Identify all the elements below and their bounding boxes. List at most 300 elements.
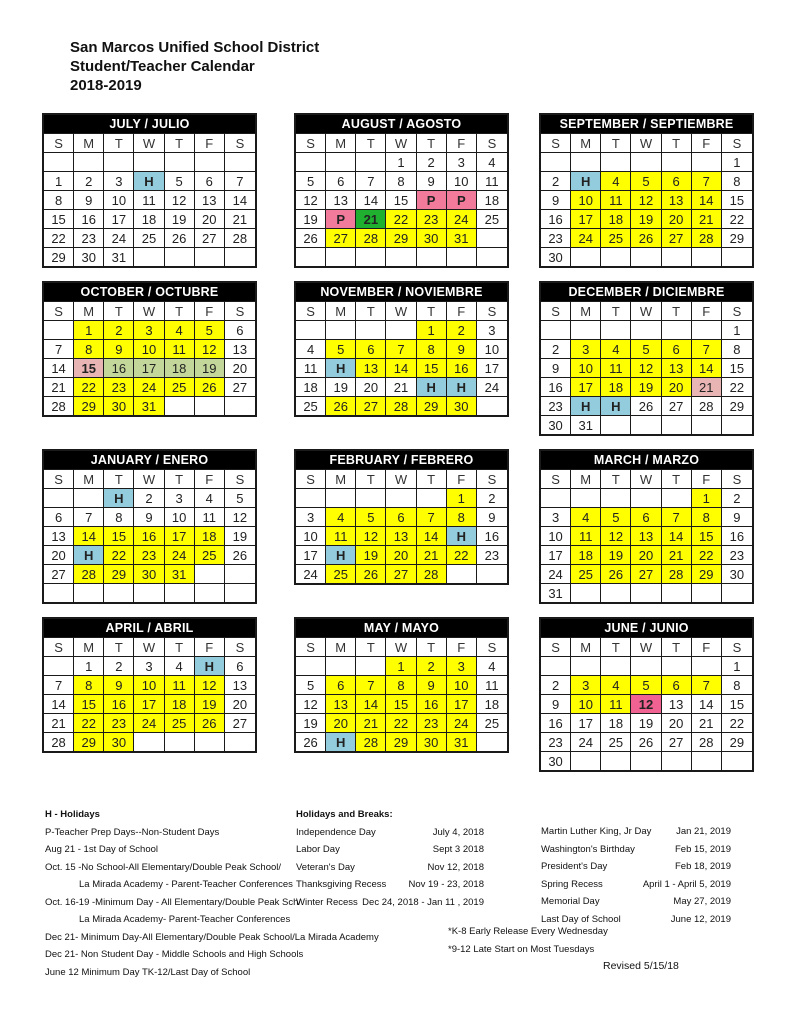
legend-key-title: H - Holidays [45,809,100,820]
month-title: DECEMBER / DICIEMBRE [541,283,752,301]
day-cell: 5 [165,171,195,190]
empty-cell [722,583,752,602]
empty-cell [477,564,507,583]
day-cell: 22 [447,545,477,564]
holiday-date: June 12, 2019 [670,913,731,925]
month-grid [296,301,507,415]
holiday-date: May 27, 2019 [673,896,731,907]
weekday-header: T [104,301,134,320]
empty-cell [601,415,631,434]
day-cell: 9 [74,190,104,209]
empty-cell [296,320,326,339]
day-cell: 30 [541,415,571,434]
day-cell: 6 [225,656,255,675]
day-cell: 19 [601,545,631,564]
day-cell: 25 [195,545,225,564]
day-cell: 25 [571,564,601,583]
holiday-name: Last Day of School [541,913,621,925]
day-cell: 10 [477,339,507,358]
day-cell: 10 [296,526,326,545]
day-cell: 17 [296,545,326,564]
day-cell: 10 [541,526,571,545]
day-cell: 7 [356,675,386,694]
empty-cell [601,751,631,770]
empty-cell [662,583,692,602]
month-grid [296,637,507,751]
day-cell: 16 [104,694,134,713]
empty-cell [662,656,692,675]
day-cell: 5 [631,171,661,190]
day-cell: H [417,377,447,396]
day-cell: 26 [165,228,195,247]
holiday-row [541,893,731,911]
empty-cell [417,488,447,507]
weekday-header: F [447,469,477,488]
day-cell: 6 [225,320,255,339]
empty-cell [601,320,631,339]
month-grid [296,469,507,583]
day-cell: 11 [571,526,601,545]
day-cell: 1 [44,171,74,190]
day-cell: 4 [601,339,631,358]
day-cell: 3 [165,488,195,507]
empty-cell [692,152,722,171]
day-cell: 25 [601,732,631,751]
day-cell: 1 [722,152,752,171]
day-cell: 21 [44,377,74,396]
day-cell: 13 [44,526,74,545]
empty-cell [477,732,507,751]
day-cell: 19 [225,526,255,545]
day-cell: 18 [134,209,164,228]
empty-cell [386,320,416,339]
day-cell: 18 [296,377,326,396]
weekday-header: S [44,637,74,656]
weekday-header: T [417,637,447,656]
day-cell: 22 [44,228,74,247]
month-title: APRIL / ABRIL [44,619,255,637]
day-cell: 12 [165,190,195,209]
day-cell: 21 [356,713,386,732]
day-cell: 20 [225,694,255,713]
empty-cell [662,152,692,171]
holiday-name: Veteran's Day [296,861,355,873]
day-cell: 8 [74,339,104,358]
empty-cell [692,415,722,434]
day-cell: 12 [356,526,386,545]
day-cell: 21 [692,209,722,228]
day-cell: 25 [296,396,326,415]
month-calendar [539,281,754,436]
empty-cell [571,247,601,266]
day-cell: 11 [477,171,507,190]
weekday-header: S [477,133,507,152]
day-cell: 11 [601,694,631,713]
day-cell: 17 [447,694,477,713]
month-grid [44,469,255,602]
day-cell: 23 [417,713,447,732]
month-title: SEPTEMBER / SEPTIEMBRE [541,115,752,133]
empty-cell [74,152,104,171]
day-cell: H [447,526,477,545]
day-cell: 7 [356,171,386,190]
empty-cell [74,488,104,507]
weekday-header: W [631,637,661,656]
day-cell: 14 [662,526,692,545]
empty-cell [601,247,631,266]
day-cell: 20 [662,377,692,396]
day-cell: 29 [692,564,722,583]
day-cell: 29 [74,732,104,751]
weekday-header: W [631,301,661,320]
day-cell: 6 [662,171,692,190]
day-cell: 27 [662,396,692,415]
month-calendar [539,449,754,604]
empty-cell [44,320,74,339]
day-cell: 7 [692,675,722,694]
empty-cell [296,656,326,675]
holiday-date: Sept 3 2018 [432,844,484,855]
weekday-header: S [541,301,571,320]
holiday-row [541,858,731,876]
weekday-header: W [134,133,164,152]
day-cell: 27 [662,228,692,247]
day-cell: 26 [195,377,225,396]
day-cell: 6 [44,507,74,526]
day-cell: 23 [417,209,447,228]
day-cell: 17 [134,694,164,713]
day-cell: 28 [356,228,386,247]
month-grid [296,133,507,266]
day-cell: 18 [195,526,225,545]
day-cell: 28 [44,732,74,751]
day-cell: 14 [386,358,416,377]
empty-cell [692,247,722,266]
day-cell: 10 [571,358,601,377]
month-grid [44,637,255,751]
month-calendar [294,113,509,268]
empty-cell [417,247,447,266]
month-calendar [294,617,509,753]
day-cell: 14 [44,694,74,713]
weekday-header: T [356,301,386,320]
footnote: *9-12 Late Start on Most Tuesdays [448,943,595,955]
weekday-header: T [165,133,195,152]
day-cell: 13 [225,339,255,358]
legend-note: Oct. 15 -No School-All Elementary/Double Peak School/ [45,861,282,873]
day-cell: 22 [104,545,134,564]
school-year: 2018-2019 [70,77,142,94]
weekday-header: F [195,469,225,488]
weekday-header: F [195,637,225,656]
day-cell: 26 [326,396,356,415]
empty-cell [447,247,477,266]
weekday-header: S [296,301,326,320]
day-cell: 17 [477,358,507,377]
weekday-header: S [44,469,74,488]
day-cell: 23 [74,228,104,247]
day-cell: 25 [134,228,164,247]
weekday-header: T [601,133,631,152]
day-cell: 1 [74,656,104,675]
weekday-header: W [386,637,416,656]
day-cell: 5 [296,171,326,190]
empty-cell [571,583,601,602]
weekday-header: T [165,301,195,320]
weekday-header: M [74,301,104,320]
day-cell: 1 [447,488,477,507]
day-cell: 26 [631,732,661,751]
weekday-header: S [722,301,752,320]
weekday-header: S [225,469,255,488]
day-cell: 8 [386,171,416,190]
day-cell: 15 [417,358,447,377]
empty-cell [195,396,225,415]
month-title: MAY / MAYO [296,619,507,637]
day-cell: 28 [356,732,386,751]
month-grid [44,133,255,266]
empty-cell [44,583,74,602]
weekday-header: S [541,469,571,488]
day-cell: 31 [541,583,571,602]
day-cell: 4 [165,656,195,675]
day-cell: 17 [571,209,601,228]
empty-cell [601,656,631,675]
day-cell: 11 [165,675,195,694]
holidays-title: Holidays and Breaks: [296,809,393,820]
day-cell: H [601,396,631,415]
day-cell: 20 [662,713,692,732]
day-cell: 13 [386,526,416,545]
holiday-row [296,841,484,859]
empty-cell [326,656,356,675]
empty-cell [662,415,692,434]
day-cell: 12 [225,507,255,526]
day-cell: 21 [44,713,74,732]
day-cell: 29 [722,732,752,751]
empty-cell [601,152,631,171]
weekday-header: S [225,637,255,656]
weekday-header: M [74,133,104,152]
day-cell: 28 [692,396,722,415]
day-cell: 16 [541,209,571,228]
weekday-header: W [631,469,661,488]
holiday-row [541,841,731,859]
day-cell: 17 [134,358,164,377]
empty-cell [356,152,386,171]
day-cell: 30 [417,732,447,751]
day-cell: 23 [134,545,164,564]
day-cell: 21 [662,545,692,564]
day-cell: 5 [356,507,386,526]
holiday-date: Nov 19 - 23, 2018 [408,879,484,890]
weekday-header: S [541,133,571,152]
empty-cell [631,152,661,171]
day-cell: 9 [134,507,164,526]
day-cell: 7 [662,507,692,526]
day-cell: 29 [417,396,447,415]
legend-note: Aug 21 - 1st Day of School [45,844,159,855]
day-cell: 26 [356,564,386,583]
day-cell: 23 [104,377,134,396]
day-cell: 22 [74,713,104,732]
day-cell: 24 [134,713,164,732]
empty-cell [631,415,661,434]
day-cell: 14 [44,358,74,377]
holiday-name: Memorial Day [541,896,600,907]
day-cell: 8 [44,190,74,209]
weekday-header: W [386,469,416,488]
day-cell: 30 [541,751,571,770]
day-cell: 30 [74,247,104,266]
day-cell: 3 [477,320,507,339]
day-cell: 14 [692,190,722,209]
day-cell: 24 [541,564,571,583]
weekday-header: T [601,469,631,488]
day-cell: 12 [296,190,326,209]
month-title: JUNE / JUNIO [541,619,752,637]
day-cell: 26 [296,732,326,751]
day-cell: 17 [571,377,601,396]
day-cell: 20 [225,358,255,377]
day-cell: 2 [541,675,571,694]
day-cell: 3 [571,675,601,694]
day-cell: 21 [356,209,386,228]
weekday-header: F [692,469,722,488]
weekday-header: F [692,301,722,320]
day-cell: 1 [417,320,447,339]
empty-cell [326,247,356,266]
day-cell: 10 [134,675,164,694]
day-cell: 8 [722,675,752,694]
holiday-row [296,876,484,894]
empty-cell [326,488,356,507]
day-cell: 24 [571,732,601,751]
day-cell: 26 [631,396,661,415]
day-cell: 19 [165,209,195,228]
day-cell: 13 [356,358,386,377]
day-cell: 2 [541,171,571,190]
day-cell: 5 [296,675,326,694]
weekday-header: W [134,637,164,656]
day-cell: 14 [692,358,722,377]
weekday-header: W [386,133,416,152]
day-cell: 20 [44,545,74,564]
holiday-name: Martin Luther King, Jr Day [541,826,652,837]
empty-cell [631,320,661,339]
month-calendar [539,113,754,268]
day-cell: P [447,190,477,209]
empty-cell [134,152,164,171]
day-cell: 7 [386,339,416,358]
empty-cell [225,247,255,266]
day-cell: 17 [165,526,195,545]
empty-cell [165,583,195,602]
day-cell: 9 [417,675,447,694]
weekday-header: T [165,469,195,488]
day-cell: 31 [447,228,477,247]
day-cell: 3 [447,656,477,675]
day-cell: 9 [104,675,134,694]
weekday-header: T [104,469,134,488]
day-cell: 12 [631,694,661,713]
empty-cell [601,488,631,507]
empty-cell [541,488,571,507]
day-cell: 9 [541,190,571,209]
legend-note: Dec 21- Non Student Day - Middle Schools and High Schools [45,949,304,960]
day-cell: 24 [165,545,195,564]
weekday-header: M [571,637,601,656]
day-cell: 13 [662,358,692,377]
weekday-header: W [631,133,661,152]
day-cell: 3 [134,656,164,675]
day-cell: 4 [165,320,195,339]
day-cell: 7 [417,507,447,526]
holiday-row [296,859,484,877]
weekday-header: S [296,637,326,656]
day-cell: 27 [225,377,255,396]
day-cell: 31 [571,415,601,434]
weekday-header: S [722,469,752,488]
day-cell: 17 [541,545,571,564]
day-cell: 30 [104,396,134,415]
month-grid [541,301,752,434]
day-cell: 14 [74,526,104,545]
district-name: San Marcos Unified School District [70,39,320,56]
day-cell: 9 [447,339,477,358]
day-cell: 1 [692,488,722,507]
weekday-header: M [326,637,356,656]
weekday-header: W [134,301,164,320]
day-cell: 13 [662,190,692,209]
day-cell: 23 [722,545,752,564]
weekday-header: S [722,637,752,656]
day-cell: 18 [165,358,195,377]
empty-cell [225,152,255,171]
day-cell: 25 [477,209,507,228]
weekday-header: M [326,133,356,152]
day-cell: 7 [44,675,74,694]
day-cell: 19 [195,358,225,377]
day-cell: 18 [165,694,195,713]
document-header [70,38,319,95]
weekday-header: T [356,637,386,656]
day-cell: 23 [541,396,571,415]
day-cell: 24 [104,228,134,247]
day-cell: 19 [631,209,661,228]
weekday-header: T [601,301,631,320]
empty-cell [722,415,752,434]
empty-cell [225,583,255,602]
weekday-header: T [662,469,692,488]
day-cell: 4 [601,171,631,190]
empty-cell [134,583,164,602]
revised-date: Revised 5/15/18 [603,960,679,972]
month-calendar [42,113,257,268]
empty-cell [601,583,631,602]
holiday-date: Jan 21, 2019 [676,826,731,837]
day-cell: P [326,209,356,228]
day-cell: 10 [104,190,134,209]
empty-cell [722,751,752,770]
day-cell: 25 [326,564,356,583]
day-cell: 17 [104,209,134,228]
day-cell: 6 [662,339,692,358]
day-cell: 31 [104,247,134,266]
day-cell: 26 [296,228,326,247]
holiday-row [296,824,484,842]
legend-note: P-Teacher Prep Days--Non-Student Days [45,826,220,838]
